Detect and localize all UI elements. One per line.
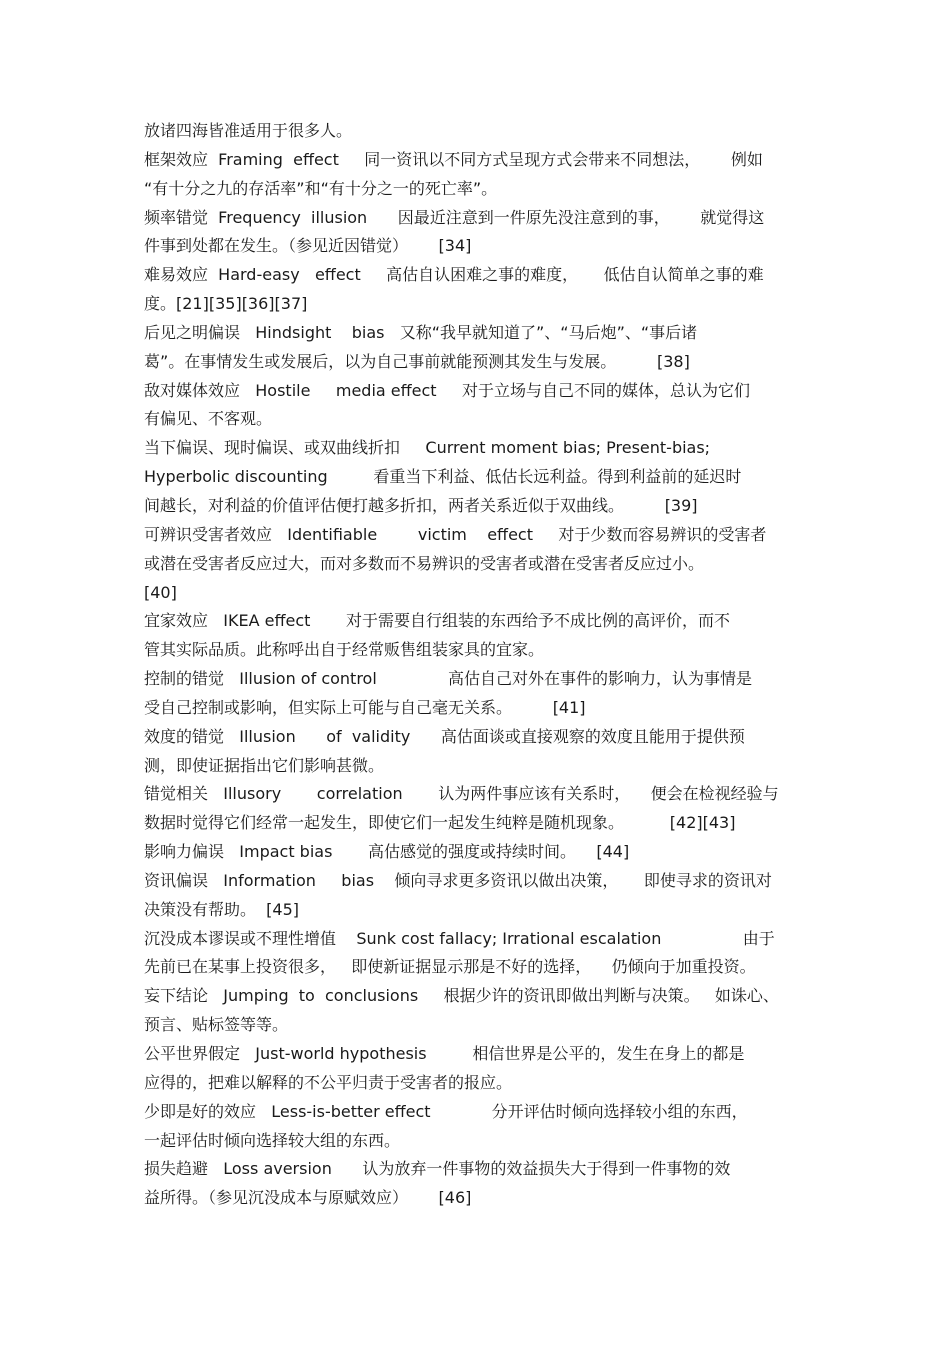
text-line: 公平世界假定 Just-world hypothesis 相信世界是公平的，发生在身上的都是 <box>144 1044 745 1063</box>
text-line: 先前已在某事上投资很多， 即使新证据显示那是不好的选择， 仍倾向于加重投资。 <box>144 957 756 977</box>
text-line: 数据时觉得它们经常一起发生，即使它们一起发生纯粹是随机现象。 [42][43] <box>144 813 736 833</box>
text-line: 间越长，对利益的价值评估便打越多折扣，两者关系近似于双曲线。 [39] <box>144 495 698 515</box>
text-line: “有十分之九的存活率”和“有十分之一的死亡率”。 <box>144 178 498 198</box>
text-line: 难易效应 Hard-easy effect 高估自认困难之事的难度， 低估自认简单之事的难 <box>144 265 764 285</box>
text-line: 件事到处都在发生。（参见近因错觉） [34] <box>144 236 472 256</box>
text-line: 当下偏误、现时偏误、或双曲线折扣 Current moment bias; Present-bias; <box>144 438 711 458</box>
text-line: 有偏见、不客观。 <box>144 409 273 429</box>
text-line: 可辨识受害者效应 Identifiable victim effect 对于少数而容易辨识的受害者 <box>144 524 767 544</box>
text-line: 沉没成本谬误或不理性增值 Sunk cost fallacy; Irrational escalation 由于 <box>144 928 775 948</box>
text-line: 效度的错觉 Illusion of validity 高估面谈或直接观察的效度且能用于提供预 <box>144 726 745 746</box>
text-line: 决策没有帮助。 [45] <box>144 899 300 919</box>
text-line: 应得的，把难以解释的不公平归责于受害者的报应。 <box>144 1072 513 1092</box>
text-line: 益所得。（参见沉没成本与原赋效应） [46] <box>144 1188 472 1208</box>
text-line: 受自己控制或影响，但实际上可能与自己毫无关系。 [41] <box>144 697 586 717</box>
text-line: 度。[21][35][36][37] <box>144 294 308 314</box>
text-line: 后见之明偏误 Hindsight bias 又称“我早就知道了”、“马后炮”、“事后诸 <box>144 322 698 342</box>
text-line: 葛”。在事情发生或发展后，以为自己事前就能预测其发生与发展。 [38] <box>144 351 690 371</box>
text-line: 少即是好的效应 Less-is-better effect 分开评估时倾向选择较小组的东西， <box>144 1101 748 1121</box>
text-line: 控制的错觉 Illusion of control 高估自己对外在事件的影响力，认为事情是 <box>144 669 752 689</box>
document-body <box>144 117 809 1213</box>
text-line: 宜家效应 IKEA effect 对于需要自行组装的东西给予不成比例的高评价，而不 <box>144 611 730 631</box>
text-line: 错觉相关 Illusory correlation 认为两件事应该有关系时， 便会在检视经验与 <box>144 784 779 804</box>
text-line: 或潜在受害者反应过大，而对多数而不易辨识的受害者或潜在受害者反应过小。 <box>144 553 705 573</box>
text-line: 妄下结论 Jumping to conclusions 根据少许的资讯即做出判断与决策。 如诛心、 <box>144 986 779 1006</box>
text-line: [40] <box>144 582 177 602</box>
text-line: 预言、贴标签等等。 <box>144 1015 289 1035</box>
text-line: 损失趋避 Loss aversion 认为放弃一件事物的效益损失大于得到一件事物的效 <box>144 1159 731 1179</box>
text-line: 放诸四海皆准适用于很多人。 <box>144 121 353 140</box>
text-line: 资讯偏误 Information bias 倾向寻求更多资讯以做出决策， 即使寻求的资讯对 <box>144 870 772 890</box>
text-line: 框架效应 Framing effect 同一资讯以不同方式呈现方式会带来不同想法， 例如 <box>144 149 763 169</box>
text-line: 影响力偏误 Impact bias 高估感觉的强度或持续时间。 [44] <box>144 842 630 862</box>
text-line: 频率错觉 Frequency illusion 因最近注意到一件原先没注意到的事， 就觉得这 <box>144 207 765 227</box>
text-line: Hyperbolic discounting 看重当下利益、低估长远利益。得到利益前的延迟时 <box>144 467 742 487</box>
text-line: 测，即使证据指出它们影响甚微。 <box>144 755 385 775</box>
text-line: 敌对媒体效应 Hostile media effect 对于立场与自己不同的媒体，总认为它们 <box>144 380 750 400</box>
text-line: 一起评估时倾向选择较大组的东西。 <box>144 1130 401 1150</box>
text-line: 管其实际品质。此称呼出自于经常贩售组装家具的宜家。 <box>144 640 545 660</box>
